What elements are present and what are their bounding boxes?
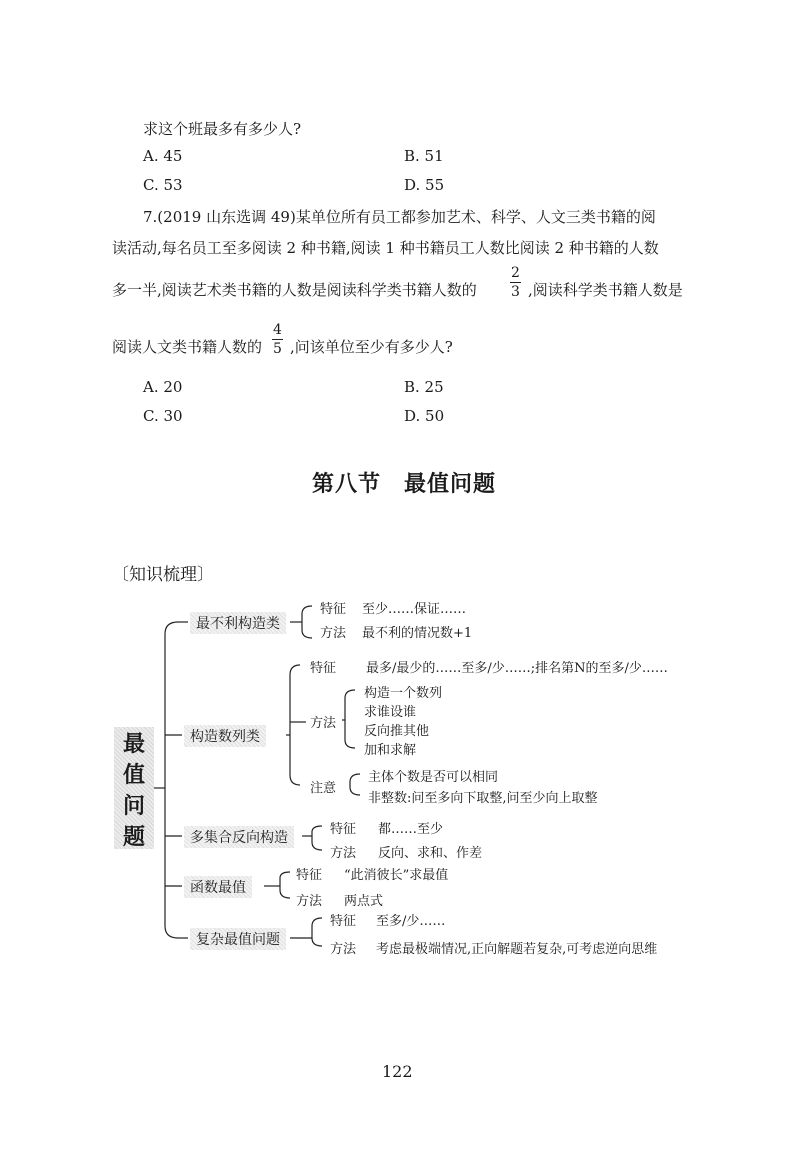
branch-complex-extremum: 复杂最值问题: [190, 928, 286, 950]
root-char: 题: [122, 824, 145, 850]
b5-feature-value: 至多/少……: [376, 914, 446, 929]
b4-method-value: 两点式: [344, 894, 384, 909]
section-title: 第八节 最值问题: [312, 472, 497, 497]
fraction-denominator: 5: [273, 341, 282, 357]
b3-feature-key: 特征: [330, 822, 357, 837]
option-d: D. 50: [404, 407, 445, 425]
question7-line2: 读活动,每名员工至多阅读 2 种书籍,阅读 1 种书籍员工人数比阅读 2 种书籍的人数: [112, 239, 659, 257]
option-b: B. 25: [404, 378, 444, 396]
b1-feature-value: 至少……保证……: [362, 602, 467, 617]
b2-note-item: 非整数:问至多向下取整,问至少向上取整: [368, 791, 598, 806]
b5-method-value: 考虑最极端情况,正向解题若复杂,可考虑逆向思维: [376, 942, 658, 957]
question7-line4-after: ,问该单位至少有多少人?: [290, 338, 453, 356]
page-number: 122: [382, 1062, 413, 1081]
b2-note-item: 主体个数是否可以相同: [368, 770, 499, 785]
branch-multi-set-reverse: 多集合反向构造: [184, 826, 294, 848]
b3-method-value: 反向、求和、作差: [378, 846, 483, 861]
option-a: A. 20: [143, 378, 183, 396]
root-char: 最: [122, 731, 145, 757]
question7-line1: 7.(2019 山东选调 49)某单位所有员工都参加艺术、科学、人文三类书籍的阅: [143, 208, 656, 226]
b5-method-key: 方法: [330, 942, 357, 957]
root-char: 值: [122, 762, 145, 788]
b2-feature-key: 特征: [310, 661, 337, 676]
b3-method-key: 方法: [330, 846, 357, 861]
question7-line4-before: 阅读人文类书籍人数的: [112, 338, 263, 356]
knowledge-header: 〔知识梳理〕: [112, 565, 214, 585]
b1-method-value: 最不利的情况数+1: [362, 626, 473, 641]
b2-feature-value: 最多/最少的……至多/少……;排名第N的至多/少……: [366, 661, 668, 676]
fraction-denominator: 3: [511, 284, 520, 300]
b3-feature-value: 都……至少: [378, 822, 444, 837]
mindmap-root: [114, 727, 154, 849]
b4-method-key: 方法: [296, 894, 323, 909]
b4-feature-value: “此消彼长”求最值: [344, 868, 449, 883]
fraction-numerator: 4: [273, 322, 282, 338]
root-char: 问: [122, 793, 145, 819]
b2-note-key: 注意: [310, 781, 337, 796]
b2-method-item: 加和求解: [364, 743, 417, 758]
b2-method-key: 方法: [310, 716, 337, 731]
branch-worst-case-construction: 最不利构造类: [190, 612, 286, 634]
b2-method-item: 求谁设谁: [364, 705, 417, 720]
option-c: C. 53: [143, 176, 183, 194]
fraction-numerator: 2: [511, 265, 520, 281]
b2-method-item: 反向推其他: [364, 724, 430, 739]
b1-feature-key: 特征: [320, 602, 347, 617]
branch-sequence-construction: 构造数列类: [184, 725, 266, 747]
b2-method-item: 构造一个数列: [364, 686, 443, 701]
question7-line3-after: ,阅读科学类书籍人数是: [528, 281, 683, 299]
branch-function-extremum: 函数最值: [184, 876, 252, 898]
question7-line3-before: 多一半,阅读艺术类书籍的人数是阅读科学类书籍人数的: [112, 281, 477, 299]
option-a: A. 45: [143, 147, 183, 165]
option-c: C. 30: [143, 407, 183, 425]
question-prompt: 求这个班最多有多少人?: [143, 120, 302, 138]
b1-method-key: 方法: [320, 626, 347, 641]
b4-feature-key: 特征: [296, 868, 323, 883]
option-b: B. 51: [404, 147, 444, 165]
b5-feature-key: 特征: [330, 914, 357, 929]
option-d: D. 55: [404, 176, 445, 194]
